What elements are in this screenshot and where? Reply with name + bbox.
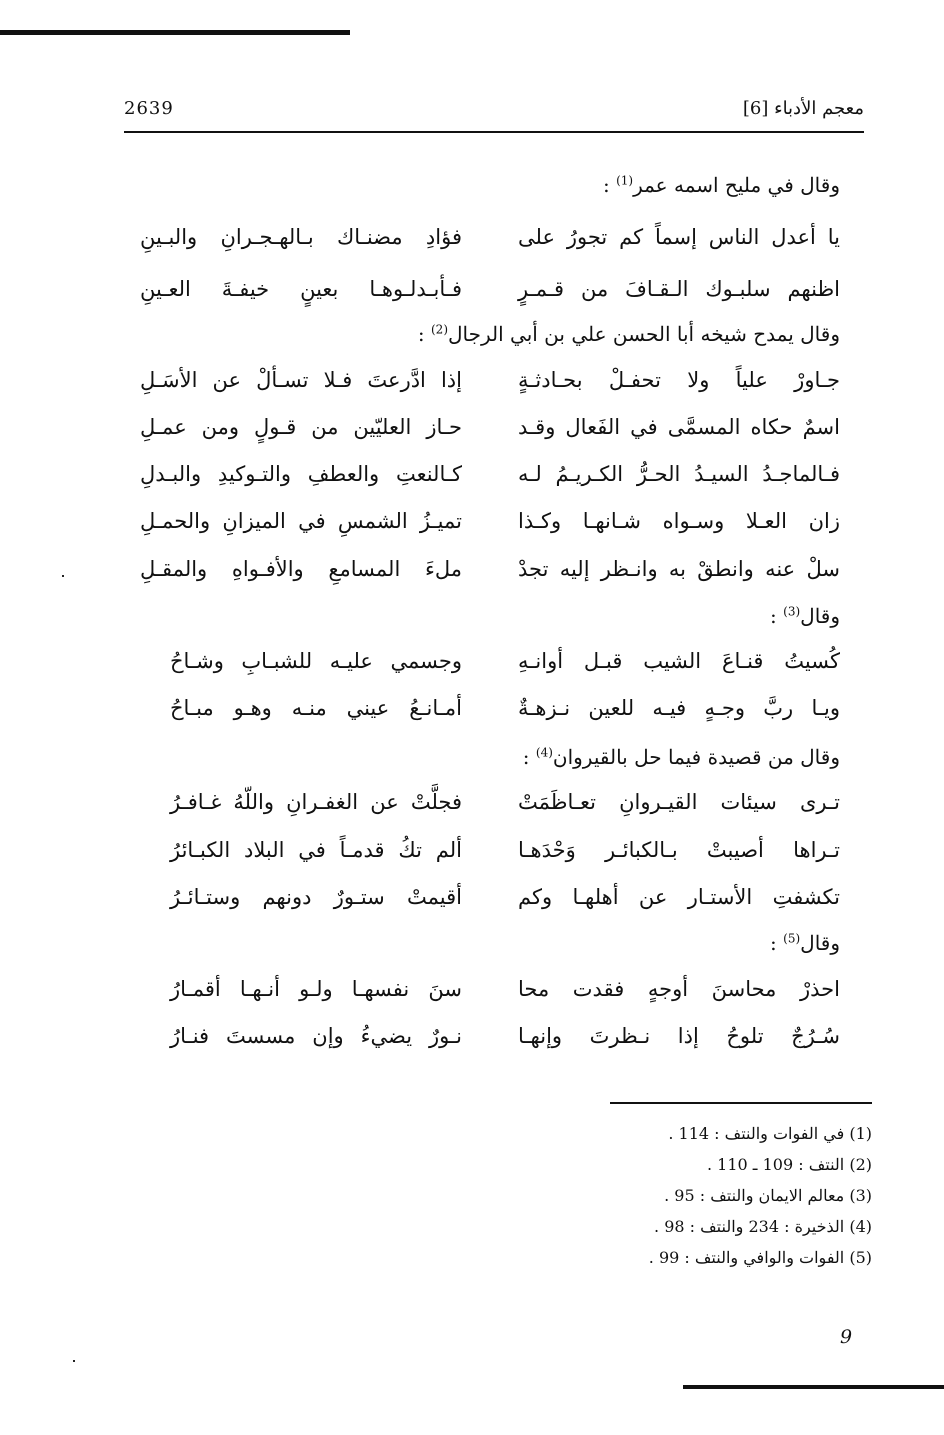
section-intro: وقال$^{(5)}$ :: [770, 931, 840, 955]
verse-second-hemistich: تميـزُ الشمسِ في الميزانِ والحمـلِ: [140, 509, 462, 533]
verse-second-hemistich: فجلَّتْ عن الغفـرانِ واللّهُ غـافـرُ: [170, 790, 462, 814]
verse: [140, 649, 840, 689]
page-number: 2639: [124, 98, 174, 119]
verse-first-hemistich: تـراها أصيبتْ بـالكبائـر وَحْدَهـا: [518, 838, 840, 862]
verse-first-hemistich: احذرْ محاسنَ أوجهٍ فقدت محا: [518, 977, 840, 1001]
verse-second-hemistich: ملءَ المسامعِ والأفـواهِ والمقـلِ: [140, 557, 462, 581]
verse-second-hemistich: وجسمي عليـه للشبـابِ وشـاحُ: [170, 649, 462, 673]
bottom-edge-rule: [683, 1385, 944, 1389]
footnotes: [649, 1124, 872, 1279]
verse-first-hemistich: سُـرُجٌ تلوحُ إذا نـظرتَ وإنهـا: [518, 1024, 840, 1048]
verse: [140, 509, 840, 549]
scan-speck: [73, 1360, 75, 1362]
verse: [140, 415, 840, 455]
header-rule: [124, 131, 864, 133]
verse-first-hemistich: جـاورْ علياً ولا تحفـلْ بحـادثـةٍ: [518, 368, 840, 392]
verse-first-hemistich: ويـا ربَّ وجـهٍ فيـه للعين نـزهـةٌ: [518, 696, 840, 720]
verse-first-hemistich: سلْ عنه وانطقْ به وانـظر إليه تجدْ: [518, 557, 840, 581]
verse-first-hemistich: اسمٌ حكاه المسمَّى في الفَعال وقـد: [518, 415, 840, 439]
verse: [140, 1024, 840, 1064]
section-intro: وقال من قصيدة فيما حل بالقيروان$^{(4)}$ :: [522, 745, 840, 769]
scan-speck: [62, 575, 64, 577]
verse-second-hemistich: أقيمتْ ستـورٌ دونهم وستـائـرُ: [170, 885, 462, 909]
verse-second-hemistich: أمـانـعُ عيني منـه وهـو مبـاحُ: [170, 696, 462, 720]
footnote-rule: [610, 1102, 872, 1104]
verse-second-hemistich: حـاز العليّين من قـولٍ ومن عمـلِ: [140, 415, 462, 439]
verse-first-hemistich: فـالماجـدُ السيـدُ الحـرُّ الكـريـمُ لـه: [518, 462, 840, 486]
verse: [140, 838, 840, 878]
verse-second-hemistich: سنَ نفسهـا ولـو أنـهـا أقمـارُ: [170, 977, 462, 1001]
verse-second-hemistich: نـورٌ يضيءُ وإن مسستَ فنـارُ: [170, 1024, 462, 1048]
footnote-ref: (2): [430, 322, 448, 337]
footnote: (1) في الفوات والنتف : 114 .: [668, 1124, 872, 1143]
verse: [140, 277, 840, 317]
footnote: (5) الفوات والوافي والنتف : 99 .: [648, 1248, 872, 1267]
verse-second-hemistich: فؤادِ مضنـاك بـالهـجـرانِ والبـينِ: [140, 225, 462, 249]
running-title: معجم الأدباء [6]: [742, 98, 864, 119]
verse-second-hemistich: كـالنعتِ والعطفِ والتـوكيدِ والبـدلِ: [140, 462, 462, 486]
verse-first-hemistich: كُسيتُ قنـاعَ الشيب قبـل أوانـهِ: [518, 649, 840, 673]
section-intro: وقال$^{(3)}$ :: [770, 604, 840, 628]
verse-second-hemistich: فـأبـدلـوهـا بعينٍ خيفـةَ العـينِ: [140, 277, 462, 301]
verse-first-hemistich: تـرى سيئات القيـروانِ تعـاظَمَتْ: [518, 790, 840, 814]
verse-first-hemistich: اظنهم سلبـوك الـقـافَ من قـمـرٍ: [518, 277, 840, 301]
top-edge-rule: [0, 30, 350, 35]
footnote-ref: (1): [616, 173, 634, 188]
footnote: (3) معالم الايمان والنتف : 95 .: [664, 1186, 872, 1205]
footnote: (4) الذخيرة : 234 والنتف : 98 .: [654, 1217, 872, 1236]
verse-first-hemistich: يا أعدل الناس إسماً كم تجورُ على: [518, 225, 840, 249]
footnote-ref: (4): [535, 745, 553, 760]
page-header: [124, 98, 864, 134]
verse: [140, 462, 840, 502]
verse: [140, 225, 840, 265]
section-intro: وقال يمدح شيخه أبا الحسن علي بن أبي الرجال$^{(2)}$ :: [417, 322, 840, 346]
footnote: (2) النتف : 109 ـ 110 .: [707, 1155, 872, 1174]
verse: [140, 885, 840, 925]
verse: [140, 790, 840, 830]
section-intro: وقال في مليح اسمه عمر$^{(1)}$ :: [602, 173, 840, 197]
verse-second-hemistich: ألم تكُ قدمـاً في البلاد الكبـائرُ: [170, 838, 462, 862]
verse: [140, 696, 840, 736]
footnote-ref: (5): [783, 931, 801, 946]
verse-second-hemistich: إذا ادَّرعتَ فـلا تسـألْ عن الأسَـلِ: [140, 368, 462, 392]
footnote-ref: (3): [783, 604, 801, 619]
verse: [140, 977, 840, 1017]
verse-first-hemistich: تكشفتِ الأستـار عن أهلهـا وكم: [518, 885, 840, 909]
verse-first-hemistich: زان العـلا وسـواه شـانهـا وكـذا: [518, 509, 840, 533]
verse: [140, 557, 840, 597]
verse: [140, 368, 840, 408]
signature-mark: 9: [840, 1326, 853, 1348]
